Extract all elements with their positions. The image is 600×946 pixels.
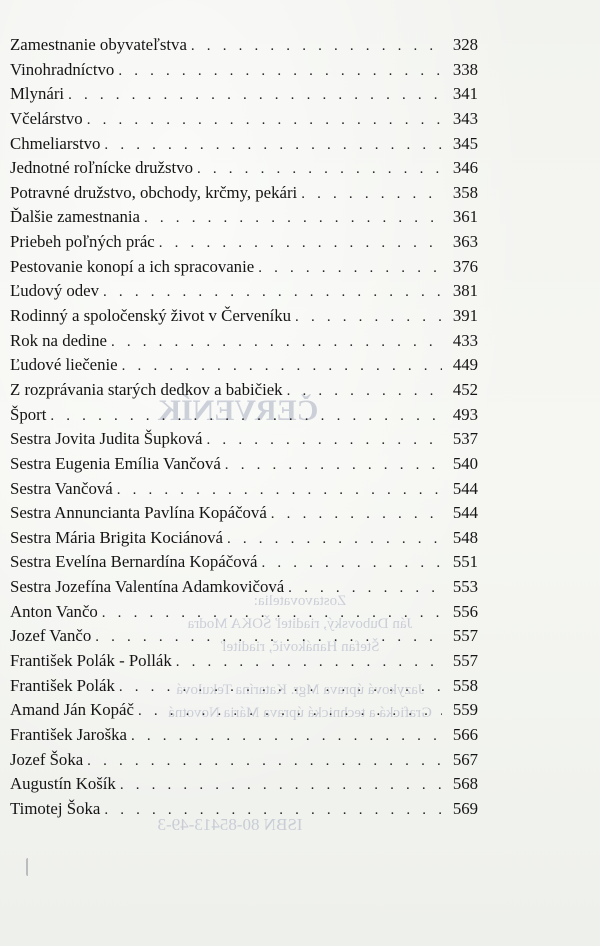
toc-entry (10, 378, 478, 403)
toc-entry (10, 748, 478, 773)
entry-page-number: 433 (452, 330, 478, 350)
toc-entry (10, 575, 478, 600)
toc-entry (10, 550, 478, 575)
entry-page-number: 540 (452, 453, 478, 473)
entry-title: František Jaroška (10, 724, 127, 744)
entry-page-number: 345 (452, 133, 478, 153)
toc-entry (10, 230, 478, 255)
bleed-line-1: Zostavovatelia: (253, 593, 347, 609)
toc-entry (10, 353, 478, 378)
entry-page-number: 338 (452, 59, 478, 79)
entry-page-number: 493 (452, 404, 478, 424)
entry-title: Anton Vančo (10, 601, 98, 621)
entry-title: Rok na dedine (10, 330, 107, 350)
dot-leader (104, 798, 442, 823)
bleed-isbn: ISBN 80-85413-49-3 (157, 815, 303, 834)
dot-leader (87, 108, 442, 133)
dot-leader (103, 280, 442, 305)
dot-leader (104, 133, 442, 158)
dot-leader (50, 404, 442, 429)
dot-leader (120, 773, 442, 798)
toc-entry (10, 132, 478, 157)
entry-page-number: 544 (452, 478, 478, 498)
table-of-contents (10, 33, 478, 822)
entry-title: František Polák - Pollák (10, 651, 172, 671)
toc-entry (10, 33, 478, 58)
toc-entry (10, 477, 478, 502)
entry-title: František Polák (10, 675, 115, 695)
toc-entry (10, 723, 478, 748)
entry-title: Mlynári (10, 84, 65, 104)
toc-entry (10, 452, 478, 477)
entry-title: Sestra Eugenia Emília Vančová (10, 453, 221, 473)
entry-page-number: 452 (452, 379, 478, 399)
dot-leader (68, 83, 442, 108)
entry-title: Jozef Šoka (10, 749, 84, 769)
entry-title: Potravné družstvo, obchody, krčmy, pekári (10, 182, 298, 202)
margin-mark (26, 858, 32, 876)
dot-leader (225, 453, 442, 478)
toc-entry (10, 624, 478, 649)
toc-entry (10, 698, 478, 723)
entry-page-number: 557 (452, 651, 478, 671)
entry-page-number: 559 (452, 700, 478, 720)
dot-leader (159, 231, 442, 256)
entry-title: Jozef Vančo (10, 626, 92, 646)
entry-page-number: 381 (452, 281, 478, 301)
entry-title: Rodinný a spoločenský život v Červeníku (10, 306, 292, 326)
toc-entry (10, 279, 478, 304)
entry-title: Ľudový odev (10, 281, 100, 301)
entry-page-number: 548 (452, 527, 478, 547)
dot-leader (287, 379, 442, 404)
entry-title: Chmeliarstvo (10, 133, 101, 153)
dot-leader (122, 354, 442, 379)
entry-page-number: 553 (452, 577, 478, 597)
entry-title: Šport (10, 404, 47, 424)
toc-entry (10, 772, 478, 797)
dot-leader (295, 305, 442, 330)
entry-title: Z rozprávania starých dedkov a babičiek (10, 379, 283, 399)
entry-page-number: 449 (452, 355, 478, 375)
entry-title: Timotej Šoka (10, 798, 101, 818)
entry-title: Sestra Vančová (10, 478, 113, 498)
toc-entry (10, 255, 478, 280)
entry-page-number: 363 (452, 232, 478, 252)
toc-entry (10, 403, 478, 428)
toc-entry (10, 82, 478, 107)
dot-leader (131, 724, 442, 749)
dot-leader (191, 34, 442, 59)
bleed-heading: ČERVENÍK (157, 394, 319, 427)
dot-leader (207, 428, 442, 453)
entry-page-number: 358 (452, 182, 478, 202)
entry-page-number: 376 (452, 256, 478, 276)
entry-page-number: 557 (452, 626, 478, 646)
entry-title: Pestovanie konopí a ich spracovanie (10, 256, 255, 276)
entry-page-number: 341 (452, 84, 478, 104)
dot-leader (261, 551, 442, 576)
toc-entry (10, 600, 478, 625)
toc-entry (10, 674, 478, 699)
entry-page-number: 346 (452, 158, 478, 178)
entry-title: Vinohradníctvo (10, 59, 115, 79)
entry-page-number: 328 (452, 35, 478, 54)
entry-page-number: 558 (452, 675, 478, 695)
dot-leader (197, 157, 442, 182)
entry-page-number: 567 (452, 749, 478, 769)
dot-leader (117, 478, 442, 503)
entry-title: Priebeh poľných prác (10, 232, 155, 252)
toc-entry (10, 156, 478, 181)
dot-leader (301, 182, 442, 207)
bleed-line-5: Grafická a technická úprava Mária Novotná (168, 705, 432, 721)
dot-leader (118, 59, 442, 84)
dot-leader (111, 330, 442, 355)
entry-title: Sestra Jozefína Valentína Adamkovičová (10, 577, 285, 597)
entry-title: Ľudové liečenie (10, 355, 118, 375)
entry-page-number: 544 (452, 503, 478, 523)
dot-leader (227, 527, 442, 552)
entry-page-number: 537 (452, 429, 478, 449)
toc-entry (10, 181, 478, 206)
toc-entry (10, 58, 478, 83)
dot-leader (288, 576, 442, 601)
toc-entry (10, 205, 478, 230)
entry-title: Ďalšie zamestnania (10, 207, 140, 227)
entry-title: Sestra Annuncianta Pavlína Kopáčová (10, 503, 267, 523)
entry-title: Amand Ján Kopáč (10, 700, 134, 720)
entry-page-number: 391 (452, 306, 478, 326)
dot-leader (271, 502, 442, 527)
toc-entry (10, 501, 478, 526)
entry-title: Sestra Jovita Judita Šupková (10, 429, 203, 449)
entry-page-number: 569 (452, 798, 478, 818)
bleed-line-3: Štefan Hanákovič, riaditeľ (220, 639, 380, 655)
dot-leader (258, 256, 442, 281)
entry-title: Jednotné roľnícke družstvo (10, 158, 193, 178)
entry-page-number: 361 (452, 207, 478, 227)
entry-page-number: 566 (452, 724, 478, 744)
entry-page-number: 551 (452, 552, 478, 572)
entry-title: Zamestnanie obyvateľstva (10, 35, 187, 54)
entry-page-number: 568 (452, 774, 478, 794)
entry-title: Sestra Mária Brigita Kociánová (10, 527, 223, 547)
dot-leader (102, 601, 442, 626)
toc-entry (10, 649, 478, 674)
toc-entry (10, 427, 478, 452)
dot-leader (95, 625, 442, 650)
toc-entry (10, 304, 478, 329)
bleed-line-2: Ján Dubovský, riaditeľ ŠOKA Modra (187, 616, 413, 632)
toc-entry (10, 107, 478, 132)
dot-leader (138, 699, 442, 724)
entry-page-number: 343 (452, 108, 478, 128)
toc-entry (10, 329, 478, 354)
entry-page-number: 556 (452, 601, 478, 621)
dot-leader (144, 206, 442, 231)
toc-entry (10, 797, 478, 822)
dot-leader (119, 675, 442, 700)
dot-leader (87, 749, 442, 774)
entry-title: Sestra Evelína Bernardína Kopáčová (10, 552, 258, 572)
dot-leader (176, 650, 442, 675)
toc-entry (10, 526, 478, 551)
entry-title: Včelárstvo (10, 108, 83, 128)
entry-title: Augustín Košík (10, 774, 116, 794)
bleed-line-4: Jazyková úprava Mgr. Katarína Tekulová (176, 682, 424, 698)
